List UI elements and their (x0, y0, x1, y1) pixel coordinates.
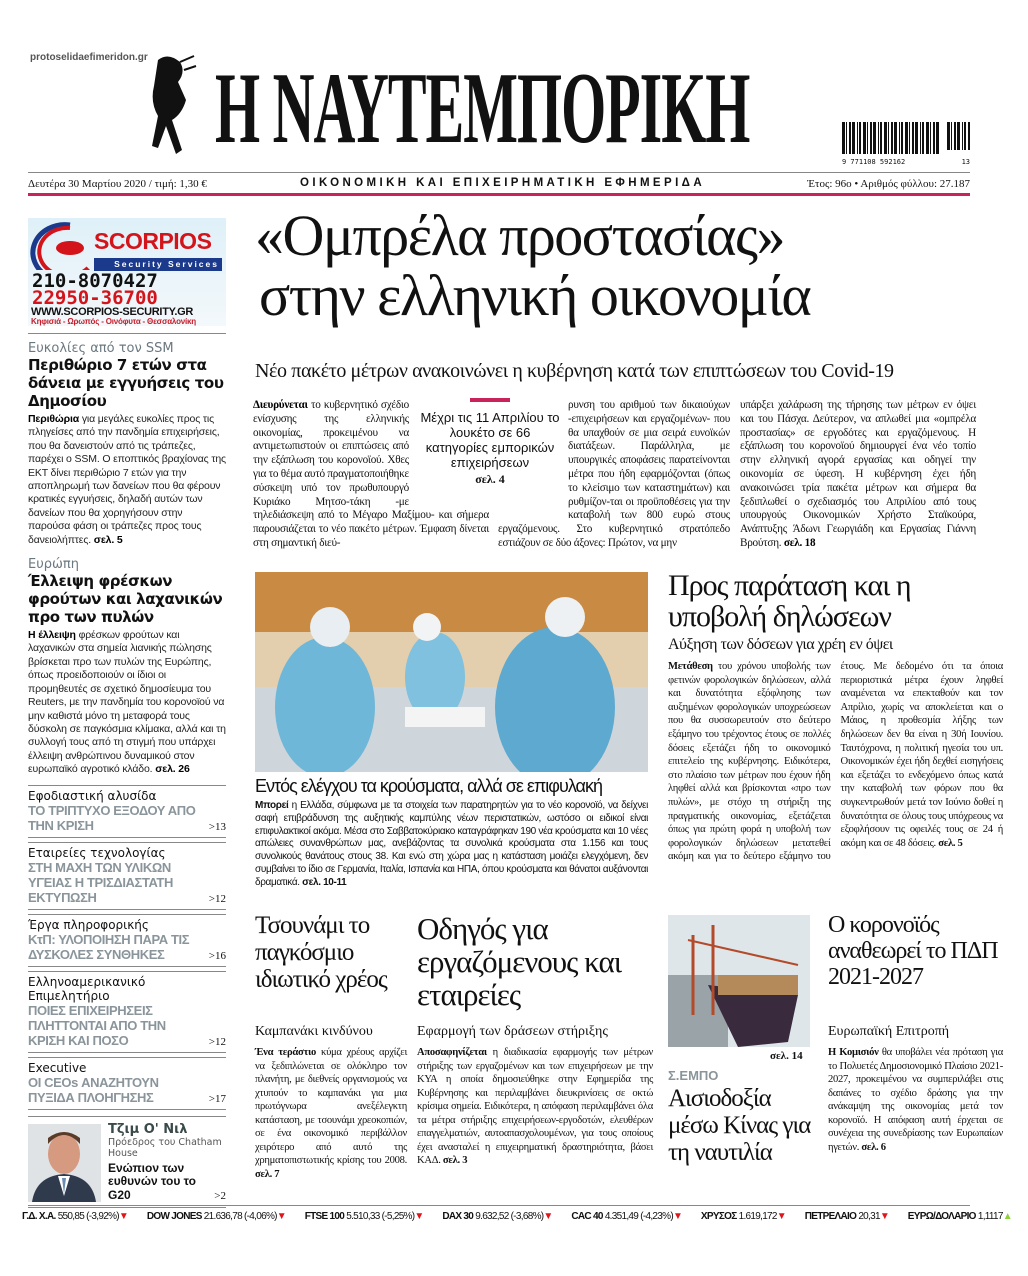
teaser-kicker: Εταιρείες τεχνολογίας (28, 845, 166, 860)
teaser-kicker: Έργα πληροφορικής (28, 917, 149, 932)
tagline: ΟΙΚΟΝΟΜΙΚΗ ΚΑΙ ΕΠΙΧΕΙΡΗΜΑΤΙΚΗ ΕΦΗΜΕΡΙΔΑ (300, 177, 706, 189)
arrow-down-icon: ▼ (276, 1211, 286, 1222)
sidebar-teaser[interactable] (28, 785, 226, 838)
barcode-bar (968, 122, 970, 150)
ticker-value: 1,1117 (977, 1211, 1003, 1222)
ticker-name: ΧΡΥΣΟΣ (700, 1211, 737, 1222)
page-ref[interactable]: σελ. 6 (861, 1141, 886, 1153)
barcode-bar (964, 122, 966, 150)
lead-word: Διευρύνεται (253, 399, 308, 411)
lead-word: Η έλλειψη (28, 629, 76, 642)
ticker-item (305, 1211, 424, 1222)
page-ref[interactable]: >17 (208, 1092, 226, 1105)
barcode-bar (867, 122, 868, 154)
ticker-value: 20,31 (858, 1211, 880, 1222)
medical-staff-photo (255, 572, 648, 772)
barcode-bar (920, 122, 921, 154)
story-headline[interactable]: Περιθώριο 7 ετών στα δάνεια με εγγυήσεις του Δημοσίου (28, 356, 224, 410)
barcode-bar (880, 122, 882, 154)
page-ref[interactable]: σελ. 18 (783, 536, 816, 549)
barcode-bar (962, 122, 963, 150)
body-text: υπάρξει χαλάρωση της τήρησης των μέτρων εν όψει και του Πάσχα. Δεύτερον, να απλωθεί μια «ομπρέλα προστασίας» σε εργοδότες και εργαζόμενους. Η εξάπλωση του κορονοϊού δημιουργεί ένα νέο τοπίο στην ελληνική αγορά εργασίας και οδηγεί την οικονομία σε ύφεση. Η κυβέρνηση έχει ήδη ανακοινώσει τρία πακέτα μέτρων και σήμερα θα ξεδιπλωθεί ο σχεδιασμός του Απριλίου από τους υπουργούς Οικονομικών Χρήστο Σταϊκούρα, Ανάπτυξης Άδωνι Γεωργιάδη και Εργασίας Γιάννη Βρούτση. (740, 399, 976, 549)
barcode-bar (870, 122, 872, 154)
sidebar-teaser[interactable] (28, 842, 226, 910)
author-role: Πρόεδρος του Chatham House (108, 1136, 222, 1159)
barcode-bar (899, 122, 900, 154)
sidebar-story-europe[interactable] (28, 557, 226, 776)
body-text: η Ελλάδα, σύμφωνα με τα στοιχεία των παρατηρητών για το νέο κορονοϊό, να δείχνει σαφή επιβράδυνση της αυξητικής καμπύλης νέων περιστατικών, ωστόσο οι ειδικοί είναι επιφυλακτικοί ακόμα. Μέσα στο Σαββατοκύριακο καταγράφηκαν 190 νέα κρούσματα και 10 νέες απώλειες συνανθρώπων μας, ανεβάζοντας τα συνολικά κρούσματα στα 1.156 και τους συνολικούς θανάτους στους 38. Και ενώ στη χώρα μας η κατάσταση μοιάζει ελεγχόμενη, δεν συμβαίνει το ίδιο σε Γερμανία, Ιταλία, Ισπανία και ΗΠΑ, όπου κρούσματα και θάνατοι αυξάνονται δραματικά. (255, 800, 648, 888)
ticker-item (22, 1211, 128, 1222)
ship-story-headline[interactable]: Αισιοδοξία μέσω Κίνας για τη ναυτιλία (668, 1085, 811, 1166)
eu-story-subhead: Ευρωπαϊκή Επιτροπή (828, 1024, 950, 1039)
barcode-addon: 13 (961, 158, 970, 166)
divider (28, 172, 970, 173)
teaser-row (28, 1075, 226, 1105)
ticker-name: DOW JONES (146, 1211, 202, 1222)
ad-brand: SCORPIOS (94, 228, 212, 254)
eu-story-body (828, 1046, 1003, 1154)
teaser-title[interactable]: ΤΟ ΤΡΙΠΤΥΧΟ ΕΞΟΔΟΥ ΑΠΟ ΤΗΝ ΚΡΙΣΗ (28, 802, 196, 833)
body-text: ται οι προϋποθέσεις για την καταβολή των 800 ευρώ στους εργαζόμενους. Στο κυβερνητικό στρατόπεδο εστιάζουν σε δύο άξονες: Πρώτον, να μην (498, 495, 730, 549)
page-ref[interactable]: σελ. 3 (442, 1155, 468, 1166)
ad-url[interactable]: WWW.SCORPIOS-SECURITY.GR (31, 306, 194, 318)
ticker-item (805, 1211, 889, 1222)
barcode-bar (842, 122, 845, 154)
callout-text: Μέχρι τις 11 Απριλίου το λουκέτο σε 66 κατηγορίες εμπορικών επιχειρήσεων (420, 410, 560, 470)
photo-medical-staff (255, 572, 648, 772)
teaser-kicker: Ελληνοαμερικανικό Επιμελητήριο (28, 974, 146, 1003)
body-text: το κυβερνητικό σχέδιο ενίσχυσης της ελληνικής οικονομίας, προκειμένου να αντιμετωπιστούν οι επιπτώσεις από την εξάπλωση του κορονοϊού. Χθες για το θέμα αυτό πραγματοποιήθηκε σύσκεψη υπό τον πρωθυπουργό Κυριάκο Μητσο- (253, 399, 409, 508)
lead-word: Η Κομισιόν (828, 1047, 879, 1058)
lead-word: Αποσαφηνίζεται (417, 1047, 487, 1058)
main-headline-line: στην ελληνική οικονομία (259, 263, 811, 328)
ad-service: Security Services (94, 258, 222, 271)
ticker-name: DAX 30 (442, 1211, 474, 1222)
opinion-title[interactable]: Ενώπιον των ευθυνών του το G20 (108, 1160, 196, 1202)
body-text: θα υποβάλει νέα πρόταση για το Πολυετές Δημοσιονομικό Πλαίσιο 2021-2027, προκειμένου να συμπεριλάβει στις δαπάνες το σχέδιο δράσης για την ανάκαμψη της οικονομίας μετά τον κορονοϊό. Η απόφαση αυτή έρχεται σε συνέχεια της συνεδρίασης των Ευρωπαίων ηγετών. (828, 1047, 1003, 1153)
ad-phone-2: 22950-36700 (32, 287, 158, 309)
ad-locations: Κηφισιά - Ωρωπός - Οινόφυτα - Θεσσαλονίκη (31, 317, 196, 326)
divider (28, 333, 226, 334)
photo-page-ref[interactable]: σελ. 14 (770, 1050, 803, 1062)
sidebar-teaser[interactable] (28, 971, 226, 1053)
page-ref[interactable]: >13 (208, 820, 226, 833)
lead-body-col3 (740, 399, 976, 551)
ticker-item (147, 1211, 286, 1222)
barcode-bar (909, 122, 910, 154)
barcode (842, 122, 970, 166)
barcode-bar (936, 122, 939, 154)
barcode-bar (947, 122, 950, 150)
page-ref[interactable]: >12 (208, 892, 226, 905)
main-headline[interactable] (255, 203, 985, 328)
arrow-down-icon: ▼ (672, 1211, 683, 1222)
teaser-row (28, 860, 226, 905)
body-text: του χρόνου υποβολής των φετινών φορολογικών δηλώσεων, αλλά και δυνατότητα εξόφλησης των αυξημένων φορολογικών υποχρεώσεων που θα συσσωρευτούν στο δεύτερο εξάμηνο του τρέχοντος έτους σε πολλές δόσεις εξετάζει ήδη το οικονομικό επιτελείο της κυβέρνησης. Ειδικότερα, στο πλαίσιο των μέτρων που έχουν ήδη ληφθεί αλλά και βρίσκονται «προ των πυλών», με στόχο τη στήριξη της πραγματικής οικονομίας, εξετάζεται όπως για πρώτη φορά η υποβολή των φορολογικών δηλώσεων μετατεθεί ακόμη και για το δεύτερο εξάμηνο του έτους. Με δεδομένο ότι τα όποια περιοριστικά μέτρα έχουν ληφθεί αναμένεται να επεκταθούν και τον Απρίλιο, χωρίς να αποκλείεται και ο Μάιος, η προθεσμία λήξης των δηλώσεων δεν θα είναι η 30ή Ιουνίου. Ταυτόχρονα, η πολιτική ηγεσία του υπ. Οικονομικών έχει ήδη δεχθεί εισηγήσεις και εξετάζει το ενδεχόμενο όπως κατά την καταβολή των φόρων που θα συγκεντρωθούν μετά τον Ιούνιο δοθεί η δυνατότητα σε όλους τους υπόχρεους να εξοφλήσουν τις οφειλές τους σε 24 ή ακόμη και σε 48 δόσεις. (668, 661, 1003, 863)
teaser-kicker: Εφοδιαστική αλυσίδα (28, 788, 157, 803)
barcode-bar (926, 122, 929, 154)
main-subhead: Νέο πακέτο μέτρων ανακοινώνει η κυβέρνηση κατά των επιπτώσεων του Covid-19 (255, 360, 894, 382)
ticker-name: FTSE 100 (304, 1211, 345, 1222)
accent-rule (28, 193, 970, 196)
barcode-bar (912, 122, 914, 154)
body-text: για μεγάλες ευκολίες προς τις πληγείσες από την πανδημία επιχειρήσεις, που θα δανειστούν από τις τράπεζες, παρέχει ο SSM. Ο εποπτικός βραχίονας της ΕΚΤ δίνει περιθώριο 7 ετών για την αποπληρωμή των δανείων που θα φέρουν κρατικές εγγυήσεις, δηλαδή αυτών των δανείων που θα χορηγήσουν στην παρούσα φάση οι τράπεζες προς τους δανειολήπτες. (28, 413, 226, 546)
ticker-item (571, 1211, 682, 1222)
ticker-item (701, 1211, 786, 1222)
ticker-item (442, 1211, 552, 1222)
newspaper-title: Η ΝΑΥΤΕΜΠΟΡΙΚΗ (215, 50, 750, 165)
market-ticker (22, 1211, 1012, 1222)
ticker-name: CAC 40 (571, 1211, 603, 1222)
ticker-name: Γ.Δ. Χ.Α. (22, 1211, 56, 1222)
body-text: ρυνση του αριθμού των δικαιούχων -επιχειρήσεων και εργαζομένων- που θα υπαχθούν σε μια σειρά ευνοϊκών διατάξεων. Παράλληλα, με υπουργικές αποφάσεις παρατείνονται μέτρα που ήδη εφαρμόζονται (όπως το κλείσιμο των καταστημάτων) και ρυθμίζον- (568, 399, 730, 508)
ad-phone-1: 210-8070427 (32, 270, 158, 292)
barcode-bar (957, 122, 960, 150)
barcode-bar (884, 122, 887, 154)
barcode-bar (901, 122, 903, 154)
arrow-up-icon: ▲ (1002, 1211, 1012, 1222)
sidebar-teaser[interactable] (28, 914, 226, 967)
teaser-title[interactable]: ΣΤΗ ΜΑΧΗ ΤΩΝ ΥΛΙΚΩΝ ΥΓΕΙΑΣ Η ΤΡΙΣΔΙΑΣΤΑΤΗ ΕΚΤΥΠΩΣΗ (28, 859, 173, 905)
page-ref[interactable]: >2 (214, 1190, 226, 1203)
barcode-bar (863, 122, 866, 154)
story-headline[interactable]: Έλλειψη φρέσκων φρούτων και λαχανικών προ των πυλών (28, 572, 223, 627)
body-text: η διαδικασία εφαρμογής των μέτρων στήριξης των εργαζομένων και των επιχειρήσεων με την ΚΥΑ η οποία δημοσιεύθηκε στην Εφημερίδα της Κυβέρνησης και περιλαμβάνει διευκρινίσεις σε οκτώ κρίσιμα σημεία. Ειδικότερα, η απόφαση περιλαμβάνει όλα τα μέτρα στήριξης επιχειρήσεων-εργοδοτών, ελευθέρων επαγγελματιών, αυτοαπασχολουμένων, για τους οποίους έχει ανασταλεί η επιχειρηματική δραστηριότητα, βάσει ΚΑΔ. (417, 1047, 653, 1166)
ticker-value: 1.619,172 (738, 1211, 777, 1222)
tax-story-subhead: Αύξηση των δόσεων για χρέη εν όψει (668, 636, 893, 653)
barcode-bar (873, 122, 876, 154)
sidebar-story-ssm[interactable] (28, 341, 226, 547)
barcode-bar (878, 122, 879, 154)
page-ref[interactable]: σελ. 10-11 (302, 876, 347, 888)
page-ref[interactable]: σελ. 26 (155, 763, 190, 776)
lead-word: Ένα τεράστιο (255, 1047, 317, 1058)
tax-story-body (668, 660, 1003, 864)
story-body (28, 629, 226, 776)
ticker-value: 21.636,78 (-4,06%) (203, 1211, 277, 1222)
author-photo (28, 1124, 101, 1202)
ship-story-kicker: Σ.ΕΜΠΟ (668, 1068, 719, 1083)
teaser-row (28, 803, 226, 833)
guide-story-subhead: Εφαρμογή των δράσεων στήριξης (417, 1024, 608, 1039)
debt-story-body (255, 1046, 407, 1181)
story-kicker: Ευκολίες από τον SSM (28, 341, 174, 356)
arrow-down-icon: ▼ (118, 1211, 129, 1222)
story-kicker: Ευρώπη (28, 557, 79, 573)
body-text: φρέσκων φρούτων και λαχανικών στα σημεία λιανικής πώλησης βρίσκεται προ των πυλών της Ευρώπης, όπως προειδοποιούν οι ίδιοι οι προμηθευτές σε σχετικό δημοσίευμα του Reuters, με την πανδημία του κορονοϊού να μην καθιστά μόνο τη μεταφορά τους δύσκολη σε παγκόσμια κλίμακα, αλλά και τη συλλογή τους από τη στιγμή που υπάρχει έλλειψη ανθρώπινου δυναμικού στον ευρωπαϊκό αγροτικό κλάδο. (28, 629, 226, 776)
teaser-row (28, 1003, 226, 1048)
barcode-bar (933, 122, 935, 154)
teaser-title[interactable]: ΠΟΙΕΣ ΕΠΙΧΕΙΡΗΣΕΙΣ ΠΛΗΤΤΟΝΤΑΙ ΑΠΟ ΤΗΝ ΚΡΙΣΗ ΚΑΙ ΠΟΣΟ (28, 1002, 166, 1048)
barcode-bar (894, 122, 897, 154)
arrow-down-icon: ▼ (879, 1211, 890, 1222)
main-headline-line: «Ομπρέλα προστασίας» (255, 203, 784, 268)
barcode-bar (859, 122, 861, 154)
container-ship-photo (668, 915, 810, 1047)
barcode-bar (930, 122, 931, 154)
barcode-bar (954, 122, 956, 150)
ticker-value: 9.632,52 (-3,68%) (475, 1211, 544, 1222)
issue-info: Έτος: 96ο • Αριθμός φύλλου: 27.187 (807, 178, 970, 190)
body-text: τάκη -με τηλεδιάσκεψη από το Μέγαρο Μαξίμου- και σήμερα παρουσιάζεται το νέο πακέτο μέτρων. Έμφαση δίνεται στη σημαντική διεύ- (253, 495, 489, 549)
lead-body-col2 (498, 399, 730, 551)
teaser-title[interactable]: ΚτΠ: ΥΛΟΠΟΙΗΣΗ ΠΑΡΑ ΤΙΣ ΔΥΣΚΟΛΕΣ ΣΥΝΘΗΚΕΣ (28, 931, 190, 962)
scorpios-ad[interactable] (28, 218, 226, 326)
barcode-bar (857, 122, 858, 154)
body-text: κύμα χρέους αρχίζει να ξεδιπλώνεται σε ολόκληρο τον πλανήτη, με διεθνείς οργανισμούς να χτυπούν το καμπανάκι για μια πρωτόγνωρα ανεξέλεγκτη κατάσταση, με τσουνάμι χρεοκοπιών, σε ένα οικονομικό περιβάλλον χειρότερο από αυτό της χρηματοπιστωτικής κρίσης του 2008. (255, 1047, 407, 1166)
barcode-bar (891, 122, 893, 154)
photo-story-body (255, 800, 648, 890)
page-ref[interactable]: σελ. 7 (255, 1168, 280, 1180)
ticker-value: 4.351,49 (-4,23%) (604, 1211, 673, 1222)
barcode-bar (846, 122, 847, 154)
callout-spacer (498, 399, 568, 511)
barcode-bar (905, 122, 908, 154)
debt-story-headline[interactable]: Τσουνάμι το παγκόσμιο ιδιωτικό χρέος (255, 912, 387, 993)
guide-story-headline[interactable]: Οδηγός για εργαζόμενους και εταιρείες (417, 911, 622, 1012)
page-ref[interactable]: >12 (208, 1035, 226, 1048)
ticker-name: ΕΥΡΩ/ΔΟΛΑΡΙΟ (907, 1211, 976, 1222)
lead-word: Μπορεί (255, 800, 289, 811)
divider (28, 1205, 970, 1206)
arrow-down-icon: ▼ (543, 1211, 553, 1222)
author-name: Τζιμ Ο' Νιλ (108, 1121, 188, 1137)
barcode-bar (888, 122, 889, 154)
eu-story-headline[interactable]: Ο κορονοϊός αναθεωρεί το ΠΔΠ 2021-2027 (828, 912, 998, 990)
opinion-text (108, 1122, 226, 1203)
photo-story-headline[interactable]: Εντός ελέγχου τα κρούσματα, αλλά σε επιφυλακή (255, 776, 602, 796)
sidebar (28, 341, 226, 1208)
page-ref[interactable]: σελ. 5 (938, 837, 963, 849)
page-ref[interactable]: σελ. 4 (475, 472, 505, 486)
sidebar-teaser[interactable] (28, 1057, 226, 1110)
opinion-row (108, 1162, 226, 1203)
hermes-logo-icon (138, 40, 203, 170)
barcode-bar (852, 122, 855, 154)
opinion-teaser[interactable] (28, 1116, 226, 1209)
teaser-kicker: Executive (28, 1060, 87, 1075)
scorpion-logo-icon (30, 220, 94, 270)
story-body (28, 413, 226, 547)
debt-story-subhead: Καμπανάκι κινδύνου (255, 1024, 373, 1039)
arrow-down-icon: ▼ (414, 1211, 424, 1222)
ticker-value: 5.510,33 (-5,25%) (346, 1211, 415, 1222)
barcode-icon (842, 122, 970, 154)
barcode-bar (922, 122, 924, 154)
ticker-item (908, 1211, 1012, 1222)
arrow-down-icon: ▼ (776, 1211, 786, 1222)
barcode-number: 9 771108 592162 (842, 158, 906, 166)
teaser-list (28, 785, 226, 1110)
ticker-value: 550,85 (-3,92%) (57, 1211, 119, 1222)
date-price: Δευτέρα 30 Μαρτίου 2020 / τιμή: 1,30 € (28, 178, 207, 190)
site-watermark: protoselidaefimeridon.gr (30, 52, 148, 63)
teaser-row (28, 932, 226, 962)
ticker-name: ΠΕΤΡΕΛΑΙΟ (804, 1211, 857, 1222)
barcode-bar (915, 122, 918, 154)
tax-story-headline[interactable]: Προς παράταση και η υποβολή δηλώσεων (668, 569, 911, 633)
lead-word: Περιθώρια (28, 413, 80, 425)
barcode-bar (849, 122, 851, 154)
guide-story-body (417, 1046, 653, 1168)
barcode-bar (951, 122, 952, 150)
page-ref[interactable]: >16 (208, 949, 226, 962)
page-ref[interactable]: σελ. 5 (93, 533, 123, 546)
lead-word: Μετάθεση (668, 661, 713, 672)
teaser-title[interactable]: ΟΙ CEOs ΑΝΑΖΗΤΟΥΝ ΠΥΞΙΔΑ ΠΛΟΗΓΗΣΗΣ (28, 1074, 159, 1105)
